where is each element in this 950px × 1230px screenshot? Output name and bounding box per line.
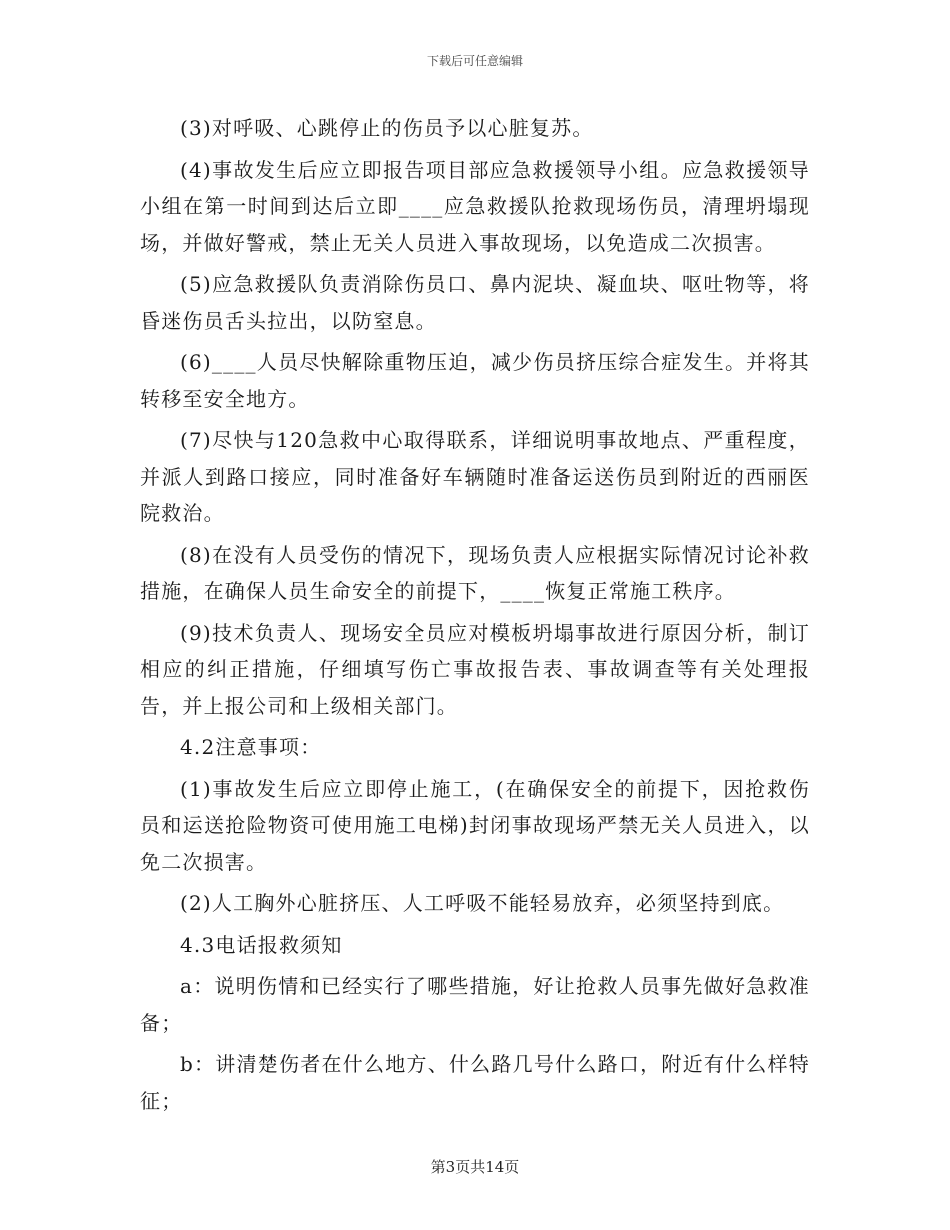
paragraph-precaution-1: (1)事故发生后应立即停止施工，(在确保安全的前提下，因抢救伤员和运送抢险物资可使用施工电梯)封闭事故现场严禁无关人员进入，以免二次损害。 — [140, 776, 810, 874]
paragraph-step-4: (4)事故发生后应立即报告项目部应急救援领导小组。应急救援领导小组在第一时间到达后立即____应急救援队抢救现场伤员，清理坍塌现场，并做好警戒，禁止无关人员进入事故现场，以免造成二次损害。 — [140, 157, 810, 255]
paragraph-precaution-2: (2)人工胸外心脏挤压、人工呼吸不能轻易放弃，必须坚持到底。 — [180, 891, 785, 915]
paragraph-step-8: (8)在没有人员受伤的情况下，现场负责人应根据实际情况讨论补救措施，在确保人员生命安全的前提下，____恢复正常施工秩序。 — [140, 542, 810, 603]
page-header: 下载后可任意编辑 — [426, 54, 523, 68]
paragraph-step-5: (5)应急救援队负责消除伤员口、鼻内泥块、凝血块、呕吐物等，将昏迷伤员舌头拉出，以防窒息。 — [140, 272, 810, 333]
document-body — [140, 110, 810, 1124]
paragraph-step-7: (7)尽快与120急救中心取得联系，详细说明事故地点、严重程度，并派人到路口接应，同时准备好车辆随时准备运送伤员到附近的西丽医院救治。 — [140, 428, 810, 525]
page-footer: 第3页共14页 — [430, 1158, 520, 1176]
paragraph-phone-a: a：说明伤情和已经实行了哪些措施，好让抢救人员事先做好急救准备； — [140, 974, 810, 1035]
paragraph-step-6: (6)____人员尽快解除重物压迫，减少伤员挤压综合症发生。并将其转移至安全地方。 — [140, 350, 810, 411]
paragraph-step-9: (9)技术负责人、现场安全员应对模板坍塌事故进行原因分析，制订相应的纠正措施，仔细填写伤亡事故报告表、事故调查等有关处理报告，并上报公司和上级相关部门。 — [140, 620, 810, 718]
section-heading-precautions: 4.2注意事项： — [180, 735, 322, 759]
paragraph-phone-b: b：讲清楚伤者在什么地方、什么路几号什么路口，附近有什么样特征； — [140, 1052, 810, 1113]
paragraph-step-3: (3)对呼吸、心跳停止的伤员予以心脏复苏。 — [180, 116, 594, 140]
section-heading-phone-report: 4.3电话报救须知 — [180, 932, 343, 957]
